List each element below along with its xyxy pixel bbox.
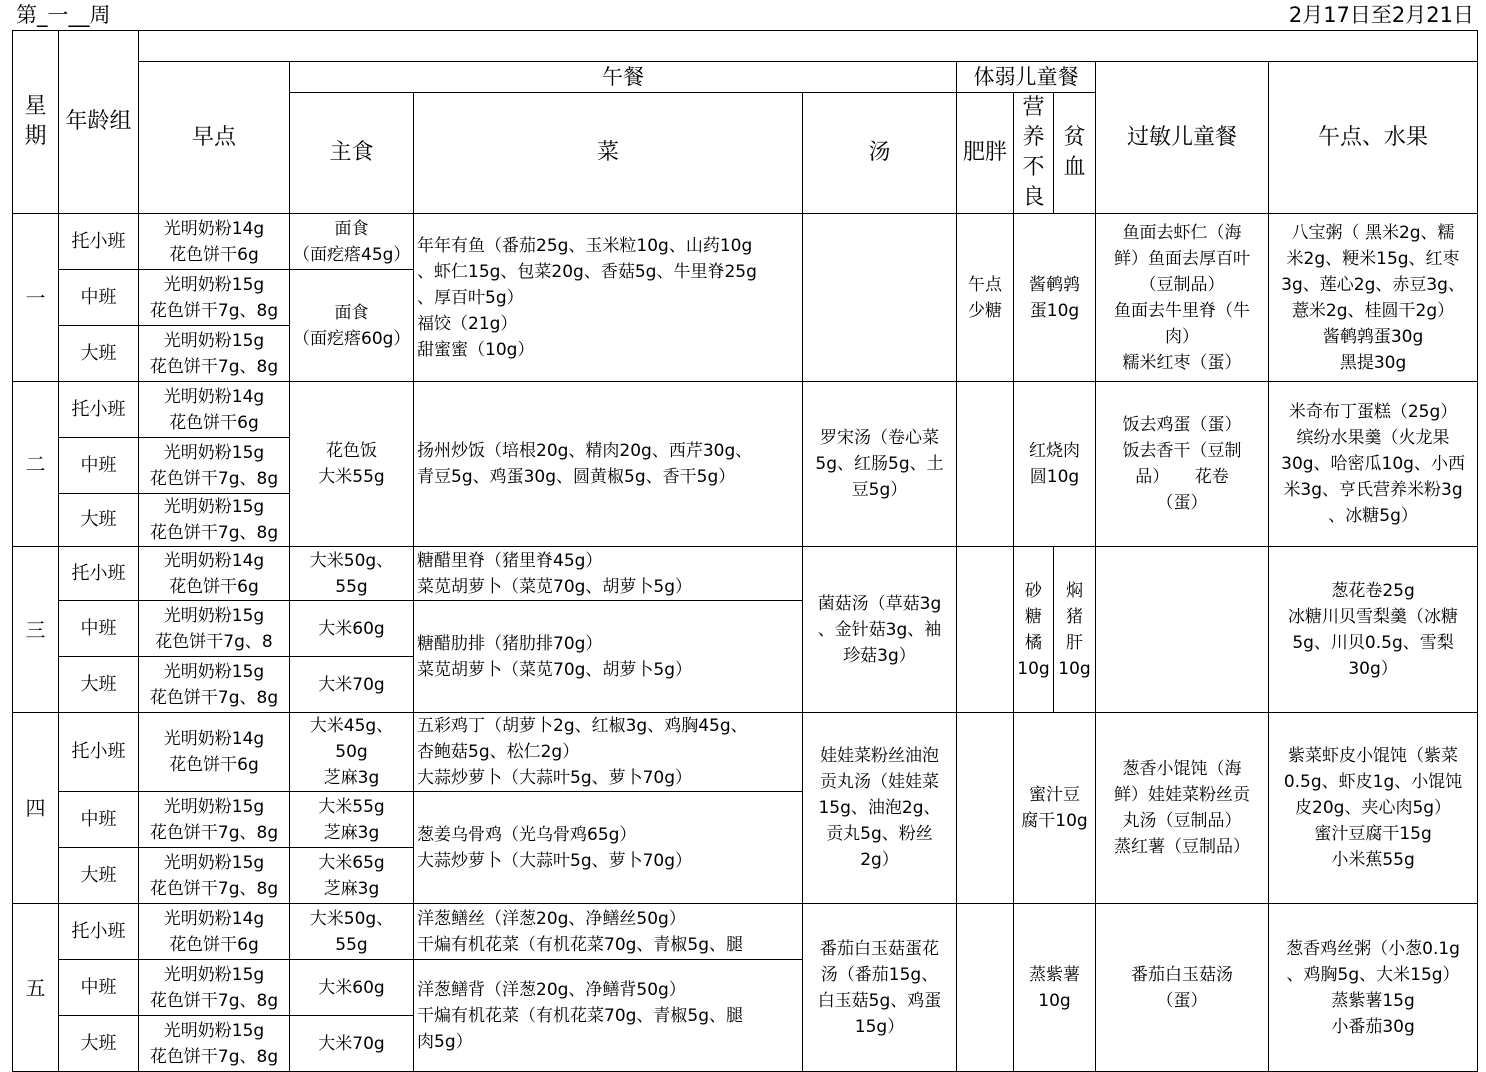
- breakfast-header: 早点: [139, 62, 290, 214]
- soup-cell: 菌菇汤（草菇3g 、金针菇3g、袖 珍菇3g）: [803, 547, 957, 713]
- age-group-cell: 中班: [59, 270, 139, 326]
- staple-cell: 大米60g: [290, 601, 414, 657]
- staple-cell: 花色饭 大米55g: [290, 382, 414, 547]
- breakfast-cell: 光明奶粉15g 花色饼干7g、8g: [139, 1016, 290, 1072]
- soup-cell: 娃娃菜粉丝油泡 贡丸汤（娃娃菜 15g、油泡2g、 贡丸5g、粉丝 2g）: [803, 713, 957, 904]
- soup-cell: [803, 214, 957, 382]
- allergy-header: 过敏儿童餐: [1096, 62, 1269, 214]
- age-group-cell: 大班: [59, 494, 139, 547]
- soup-cell: 罗宋汤（卷心菜 5g、红肠5g、土 豆5g）: [803, 382, 957, 547]
- dish-cell: 葱姜乌骨鸡（光乌骨鸡65g） 大蒜炒萝卜（大蒜叶5g、萝卜70g）: [414, 792, 803, 904]
- weak-meal-cell: 酱鹌鹑 蛋10g: [1014, 214, 1096, 382]
- dish-header: 菜: [414, 93, 803, 214]
- obese-cell: 午点 少糖: [957, 214, 1014, 382]
- age-group-cell: 托小班: [59, 713, 139, 792]
- lunch-header: 午餐: [290, 62, 957, 93]
- weekday-cell: 一: [13, 214, 59, 382]
- age-group-cell: 大班: [59, 326, 139, 382]
- date-range: 2月17日至2月21日: [1288, 3, 1474, 27]
- age-group-cell: 大班: [59, 848, 139, 904]
- allergy-cell: 鱼面去虾仁（海 鲜）鱼面去厚百叶 （豆制品） 鱼面去牛里脊（牛 肉） 糯米红枣（蛋）: [1096, 214, 1269, 382]
- malnutrition-header: 营 养 不 良: [1014, 93, 1054, 214]
- afternoon-cell: 葱香鸡丝粥（小葱0.1g 、鸡胸5g、大米15g） 蒸紫薯15g 小番茄30g: [1269, 904, 1478, 1072]
- afternoon-cell: 葱花卷25g 冰糖川贝雪梨羹（冰糖 5g、川贝0.5g、雪梨 30g）: [1269, 547, 1478, 713]
- afternoon-header: 午点、水果: [1269, 62, 1478, 214]
- weekday-cell: 三: [13, 547, 59, 713]
- weak-meal-cell: 蜜汁豆 腐干10g: [1014, 713, 1096, 904]
- weak-meal-cell: 红烧肉 圆10g: [1014, 382, 1096, 547]
- anemia-cell: 焖 猪 肝 10g: [1054, 547, 1096, 713]
- weak-children-header: 体弱儿童餐: [957, 62, 1096, 93]
- dish-cell: 五彩鸡丁（胡萝卜2g、红椒3g、鸡胸45g、 杏鲍菇5g、松仁2g） 大蒜炒萝卜（大蒜叶5g、萝卜70g）: [414, 713, 803, 792]
- malnutrition-cell: 砂 糖 橘 10g: [1014, 547, 1054, 713]
- breakfast-cell: 光明奶粉14g 花色饼干6g: [139, 547, 290, 601]
- dish-cell: 糖醋肋排（猪肋排70g） 菜苋胡萝卜（菜苋70g、胡萝卜5g）: [414, 601, 803, 713]
- staple-cell: 大米55g 芝麻3g: [290, 792, 414, 848]
- breakfast-cell: 光明奶粉14g 花色饼干6g: [139, 382, 290, 438]
- age-group-cell: 中班: [59, 438, 139, 494]
- staple-cell: 大米50g、 55g: [290, 547, 414, 601]
- obese-header: 肥胖: [957, 93, 1014, 214]
- breakfast-cell: 光明奶粉14g 花色饼干6g: [139, 904, 290, 960]
- obese-cell: [957, 382, 1014, 547]
- weekday-cell: 四: [13, 713, 59, 904]
- age-group-cell: 大班: [59, 1016, 139, 1072]
- staple-header: 主食: [290, 93, 414, 214]
- breakfast-cell: 光明奶粉15g 花色饼干7g、8g: [139, 438, 290, 494]
- dish-cell: 糖醋里脊（猪里脊45g） 菜苋胡萝卜（菜苋70g、胡萝卜5g）: [414, 547, 803, 601]
- dish-cell: 洋葱鳝丝（洋葱20g、净鳝丝50g） 干煸有机花菜（有机花菜70g、青椒5g、腿: [414, 904, 803, 960]
- afternoon-cell: 米奇布丁蛋糕（25g） 缤纷水果羹（火龙果 30g、哈密瓜10g、小西 米3g、亨氏营养米粉3g 、冰糖5g）: [1269, 382, 1478, 547]
- weekday-header: 星 期: [13, 31, 59, 214]
- anemia-header: 贫 血: [1054, 93, 1096, 214]
- age-group-cell: 托小班: [59, 904, 139, 960]
- staple-cell: 大米70g: [290, 1016, 414, 1072]
- dish-cell: 洋葱鳝背（洋葱20g、净鳝背50g） 干煸有机花菜（有机花菜70g、青椒5g、腿 肉5g）: [414, 960, 803, 1072]
- weak-meal-cell: 蒸紫薯 10g: [1014, 904, 1096, 1072]
- breakfast-cell: 光明奶粉14g 花色饼干6g: [139, 214, 290, 270]
- breakfast-cell: 光明奶粉15g 花色饼干7g、8g: [139, 960, 290, 1016]
- age-group-cell: 中班: [59, 601, 139, 657]
- age-group-cell: 托小班: [59, 214, 139, 270]
- staple-cell: 面食 （面疙瘩60g）: [290, 270, 414, 382]
- staple-cell: 面食 （面疙瘩45g）: [290, 214, 414, 270]
- dish-cell: 扬州炒饭（培根20g、精肉20g、西芹30g、 青豆5g、鸡蛋30g、圆黄椒5g、香干5g）: [414, 382, 803, 547]
- afternoon-cell: 八宝粥（ 黑米2g、糯 米2g、粳米15g、红枣 3g、莲心2g、赤豆3g、 薏米2g、桂圆干2g） 酱鹌鹑蛋30g 黑提30g: [1269, 214, 1478, 382]
- allergy-cell: 饭去鸡蛋（蛋） 饭去香干（豆制 品） 花卷 （蛋）: [1096, 382, 1269, 547]
- obese-cell: [957, 547, 1014, 713]
- obese-cell: [957, 713, 1014, 904]
- weekday-cell: 二: [13, 382, 59, 547]
- allergy-cell: 葱香小馄饨（海 鲜）娃娃菜粉丝贡 丸汤（豆制品） 蒸红薯（豆制品）: [1096, 713, 1269, 904]
- allergy-cell: [1096, 547, 1269, 713]
- week-label: 第_一__周: [16, 3, 111, 27]
- allergy-cell: 番茄白玉菇汤 （蛋）: [1096, 904, 1269, 1072]
- staple-cell: 大米65g 芝麻3g: [290, 848, 414, 904]
- breakfast-cell: 光明奶粉14g 花色饼干6g: [139, 713, 290, 792]
- age-group-header: 年龄组: [59, 31, 139, 214]
- breakfast-cell: 光明奶粉15g 花色饼干7g、8g: [139, 494, 290, 547]
- soup-header: 汤: [803, 93, 957, 214]
- staple-cell: 大米50g、 55g: [290, 904, 414, 960]
- breakfast-cell: 光明奶粉15g 花色饼干7g、8g: [139, 848, 290, 904]
- breakfast-cell: 光明奶粉15g 花色饼干7g、8g: [139, 657, 290, 713]
- age-group-cell: 托小班: [59, 547, 139, 601]
- menu-table: [12, 30, 1478, 1072]
- header-blank: [139, 31, 1478, 62]
- afternoon-cell: 紫菜虾皮小馄饨（紫菜 0.5g、虾皮1g、小馄饨 皮20g、夹心肉5g） 蜜汁豆腐干15g 小米蕉55g: [1269, 713, 1478, 904]
- weekday-cell: 五: [13, 904, 59, 1072]
- breakfast-cell: 光明奶粉15g 花色饼干7g、8: [139, 601, 290, 657]
- staple-cell: 大米60g: [290, 960, 414, 1016]
- breakfast-cell: 光明奶粉15g 花色饼干7g、8g: [139, 792, 290, 848]
- age-group-cell: 中班: [59, 792, 139, 848]
- soup-cell: 番茄白玉菇蛋花 汤（番茄15g、 白玉菇5g、鸡蛋 15g）: [803, 904, 957, 1072]
- age-group-cell: 托小班: [59, 382, 139, 438]
- age-group-cell: 大班: [59, 657, 139, 713]
- age-group-cell: 中班: [59, 960, 139, 1016]
- staple-cell: 大米45g、 50g 芝麻3g: [290, 713, 414, 792]
- breakfast-cell: 光明奶粉15g 花色饼干7g、8g: [139, 326, 290, 382]
- staple-cell: 大米70g: [290, 657, 414, 713]
- breakfast-cell: 光明奶粉15g 花色饼干7g、8g: [139, 270, 290, 326]
- obese-cell: [957, 904, 1014, 1072]
- dish-cell: 年年有鱼（番茄25g、玉米粒10g、山药10g 、虾仁15g、包菜20g、香菇5g、牛里脊25g 、厚百叶5g） 福饺（21g） 甜蜜蜜（10g）: [414, 214, 803, 382]
